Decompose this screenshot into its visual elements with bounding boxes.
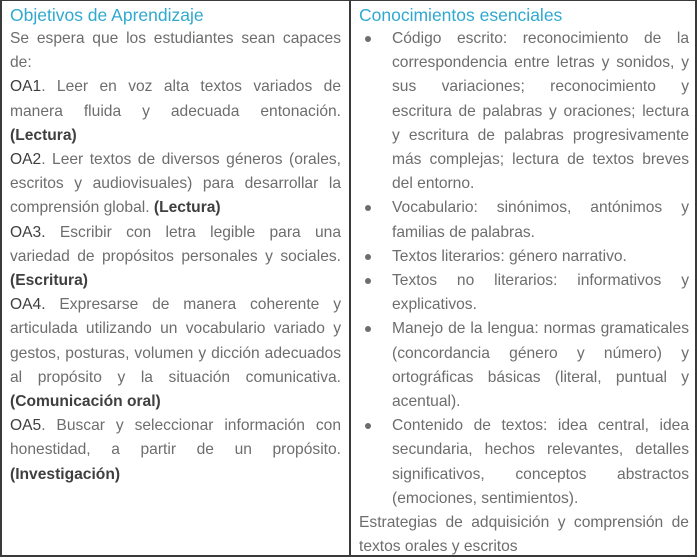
essential-knowledge-column	[351, 1, 695, 555]
objective-area: (Comunicación oral)	[10, 393, 161, 411]
objective-text: Escribir con letra legible para una variedad de propósitos personales y sociales.	[10, 223, 341, 265]
objective-item	[10, 414, 341, 487]
objective-code: OA1	[10, 78, 42, 96]
bullet-icon	[365, 205, 371, 211]
objective-area: (Lectura)	[10, 126, 77, 144]
knowledge-item	[359, 27, 689, 196]
objective-text: Expresarse de manera coherente y articulada utilizando un vocabulario variado y gestos, posturas, volumen y dicción adecuados al propósito y la situación comunicativa.	[10, 296, 341, 386]
objective-code: OA5	[10, 417, 42, 435]
objective-area: (Lectura)	[153, 199, 221, 217]
strategies-text: Estrategias de adquisición y comprensión de textos orales y escritos	[359, 514, 689, 556]
knowledge-item-text: Vocabulario: sinónimos, antónimos y familias de palabras.	[392, 199, 689, 241]
knowledge-item-text: Contenido de textos: idea central, idea secundaria, hechos relevantes, detalles significativos, conceptos abstractos (emociones, sentimientos).	[392, 417, 689, 507]
objective-area: (Escritura)	[10, 272, 88, 290]
bullet-icon	[365, 36, 371, 42]
bullet-icon	[365, 326, 371, 332]
knowledge-item-text: Textos no literarios: informativos y explicativos.	[392, 272, 689, 314]
knowledge-item-text: Manejo de la lengua: normas gramaticales (concordancia género y número) y ortográficas básicas (literal, puntual y acentual).	[392, 320, 689, 411]
knowledge-item-text: Textos literarios: género narrativo.	[392, 247, 627, 265]
objective-text: . Leer textos de diversos géneros (orales, escritos y audiovisuales) para desarrollar la comprensión global.	[10, 151, 341, 217]
objective-code: OA3.	[10, 223, 46, 241]
bullet-icon	[365, 254, 371, 260]
knowledge-item-text: Código escrito: reconocimiento de la correspondencia entre letras y sonidos, y sus variaciones; reconocimiento y escritura de palabras y oraciones; lectura y escritura de palabras progresivamente más complejas; lectura de textos breves del entorno.	[392, 30, 689, 193]
objective-text: . Leer en voz alta textos variados de manera fluida y adecuada entonación.	[10, 78, 341, 120]
objective-item	[10, 221, 341, 294]
knowledge-item	[359, 317, 689, 414]
learning-objectives-column	[2, 1, 351, 555]
objective-item	[10, 293, 341, 414]
knowledge-list	[359, 27, 689, 511]
learning-objectives-heading: Objetivos de Aprendizaje	[10, 5, 204, 25]
objective-item	[10, 148, 341, 221]
knowledge-item	[359, 196, 689, 244]
objectives-intro: Se espera que los estudiantes sean capaces de:	[10, 30, 341, 72]
objective-area: (Investigación)	[10, 465, 121, 483]
objective-text: . Buscar y seleccionar información con honestidad, a partir de un propósito.	[10, 417, 341, 459]
knowledge-item	[359, 245, 689, 269]
knowledge-item	[359, 269, 689, 317]
objective-code: OA4.	[10, 296, 46, 314]
bullet-icon	[365, 278, 371, 284]
objective-code: OA2	[10, 151, 42, 169]
knowledge-item	[359, 414, 689, 511]
essential-knowledge-heading: Conocimientos esenciales	[359, 5, 563, 25]
bullet-icon	[365, 423, 371, 429]
objective-item	[10, 75, 341, 148]
